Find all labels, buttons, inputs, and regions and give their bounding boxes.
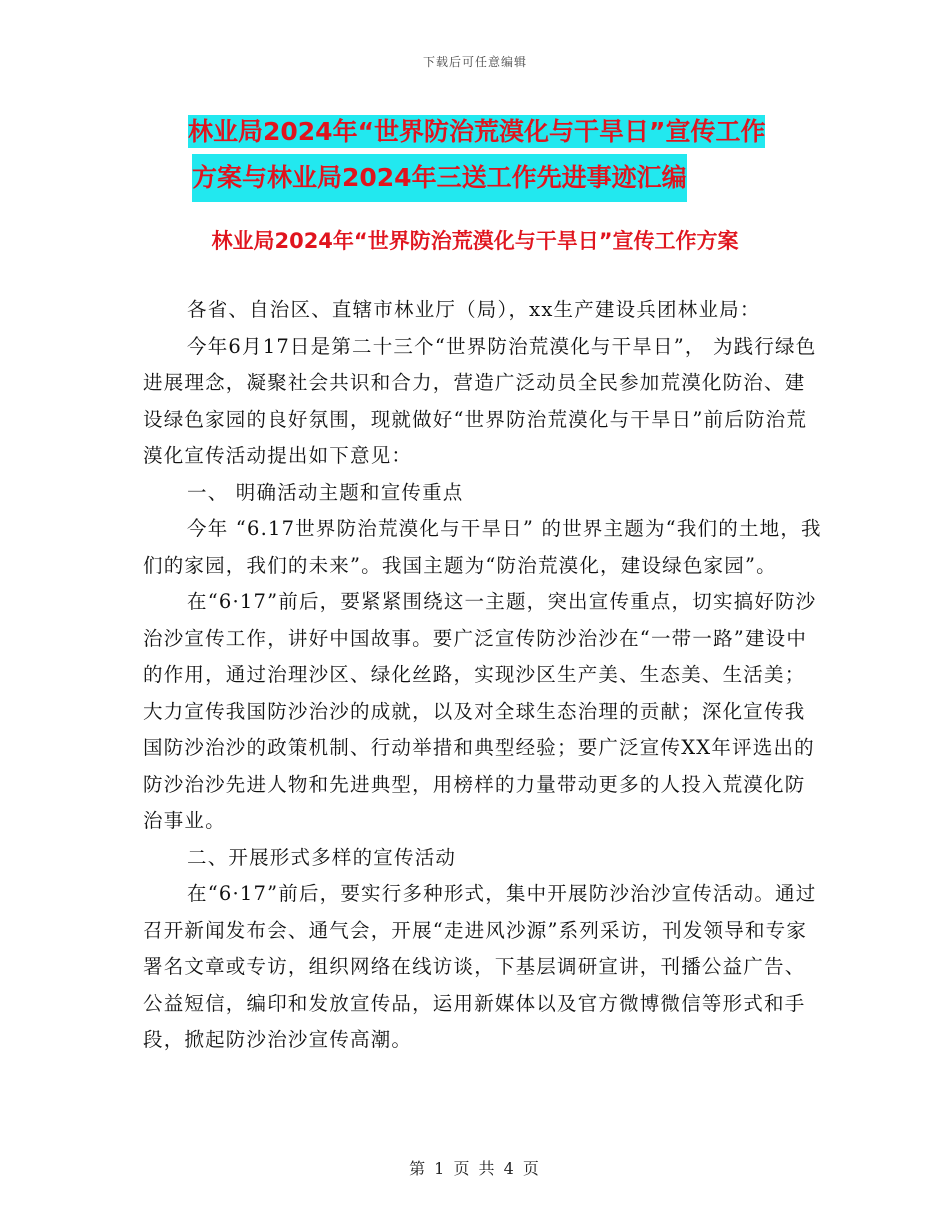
header-note: 下载后可任意编辑 <box>422 55 527 69</box>
intro-paragraph: 今年6月17日是第二十三个“世界防治荒漠化与干旱日”， 为践行绿色进展理念，凝聚社会共识和合力，营造广泛动员全民参加荒漠化防治、建设绿色家园的良好氛围，现就做好“世界防治荒漠化与干旱日”前后防治荒漠化宣传活动提出如下意见： <box>143 334 817 467</box>
activities-paragraph: 在“6·17”前后，要实行多种形式，集中开展防沙治沙宣传活动。通过召开新闻发布会、通气会，开展“走进风沙源”系列采访，刊发领导和专家署名文章或专访，组织网络在线访谈，下基层调研宣讲，刊播公益广告、公益短信，编印和发放宣传品，运用新媒体以及官方微博微信等形式和手段，掀起防沙治沙宣传高潮。 <box>143 882 817 1051</box>
theme-paragraph: 今年 “6.17世界防治荒漠化与干旱日” 的世界主题为“我们的土地，我们的家园，我们的未来”。我国主题为“防治荒漠化，建设绿色家园”。 <box>143 517 822 577</box>
focus-paragraph: 在“6·17”前后，要紧紧围绕这一主题，突出宣传重点，切实搞好防沙治沙宣传工作，讲好中国故事。要广泛宣传防沙治沙在“一带一路”建设中的作用，通过治理沙区、绿化丝路，实现沙区生产美、生态美、生活美；大力宣传我国防沙治沙的成就，以及对全球生态治理的贡献；深化宣传我国防沙治沙的政策机制、行动举措和典型经验；要广泛宣传XX年评选出的防沙治沙先进人物和先进典型，用榜样的力量带动更多的人投入荒漠化防治事业。 <box>143 590 817 832</box>
title-line-2: 方案与林业局2024年三送工作先进事迹汇编 <box>192 154 687 202</box>
document-title <box>188 110 828 202</box>
document-body <box>143 292 823 1059</box>
salutation-paragraph: 各省、自治区、直辖市林业厅（局），xx生产建设兵团林业局： <box>187 298 761 321</box>
section-title: 林业局2024年“世界防治荒漠化与干旱日”宣传工作方案 <box>211 229 739 253</box>
page-footer: 第 1 页 共 4 页 <box>409 1159 541 1178</box>
heading-two: 二、开展形式多样的宣传活动 <box>187 845 457 869</box>
title-line-1: 林业局2024年“世界防治荒漠化与干旱日”宣传工作 <box>188 117 766 146</box>
heading-one: 一、 明确活动主题和宣传重点 <box>187 480 464 504</box>
